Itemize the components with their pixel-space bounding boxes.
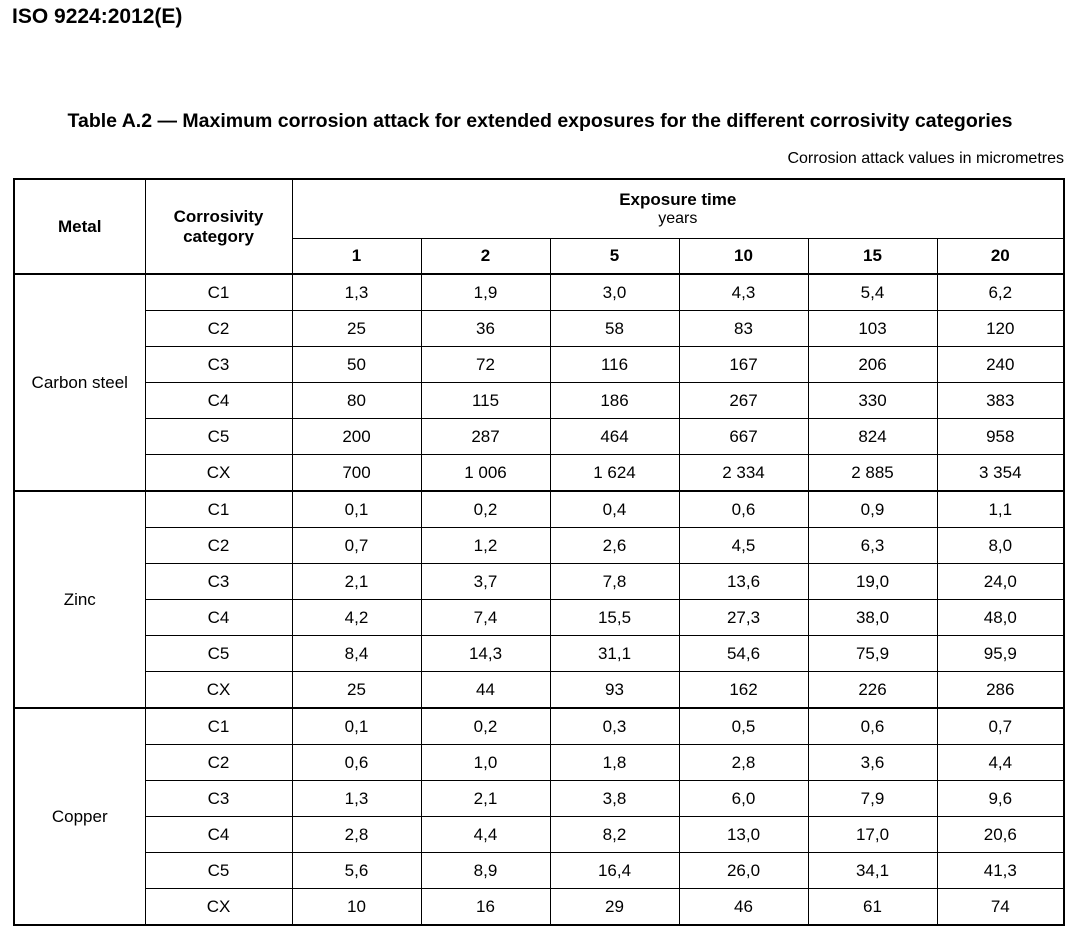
value-cell: 383 xyxy=(937,383,1064,419)
value-cell: 0,3 xyxy=(550,708,679,745)
value-cell: 0,6 xyxy=(808,708,937,745)
value-cell: 74 xyxy=(937,889,1064,926)
value-cell: 240 xyxy=(937,347,1064,383)
value-cell: 1,0 xyxy=(421,745,550,781)
header-year: 5 xyxy=(550,239,679,275)
value-cell: 1,2 xyxy=(421,528,550,564)
value-cell: 1 624 xyxy=(550,455,679,492)
value-cell: 50 xyxy=(292,347,421,383)
category-cell: C2 xyxy=(145,311,292,347)
value-cell: 120 xyxy=(937,311,1064,347)
value-cell: 3,0 xyxy=(550,274,679,311)
value-cell: 2 334 xyxy=(679,455,808,492)
category-cell: C5 xyxy=(145,853,292,889)
value-cell: 1,3 xyxy=(292,274,421,311)
table-row xyxy=(14,383,1064,419)
table-row xyxy=(14,528,1064,564)
value-cell: 464 xyxy=(550,419,679,455)
value-cell: 36 xyxy=(421,311,550,347)
value-cell: 7,9 xyxy=(808,781,937,817)
value-cell: 186 xyxy=(550,383,679,419)
category-cell: C3 xyxy=(145,564,292,600)
metal-cell: Copper xyxy=(14,708,145,925)
value-cell: 93 xyxy=(550,672,679,709)
value-cell: 58 xyxy=(550,311,679,347)
category-cell: C4 xyxy=(145,383,292,419)
value-cell: 19,0 xyxy=(808,564,937,600)
value-cell: 54,6 xyxy=(679,636,808,672)
value-cell: 10 xyxy=(292,889,421,926)
value-cell: 38,0 xyxy=(808,600,937,636)
value-cell: 286 xyxy=(937,672,1064,709)
value-cell: 3,6 xyxy=(808,745,937,781)
value-cell: 3,8 xyxy=(550,781,679,817)
value-cell: 15,5 xyxy=(550,600,679,636)
value-cell: 27,3 xyxy=(679,600,808,636)
value-cell: 7,4 xyxy=(421,600,550,636)
category-cell: C1 xyxy=(145,491,292,528)
category-cell: C5 xyxy=(145,419,292,455)
value-cell: 4,3 xyxy=(679,274,808,311)
value-cell: 206 xyxy=(808,347,937,383)
value-cell: 0,5 xyxy=(679,708,808,745)
value-cell: 13,6 xyxy=(679,564,808,600)
table-row xyxy=(14,672,1064,709)
header-year: 1 xyxy=(292,239,421,275)
value-cell: 2,6 xyxy=(550,528,679,564)
category-cell: CX xyxy=(145,455,292,492)
value-cell: 8,2 xyxy=(550,817,679,853)
header-metal: Metal xyxy=(14,179,145,274)
value-cell: 25 xyxy=(292,672,421,709)
table-row xyxy=(14,600,1064,636)
value-cell: 48,0 xyxy=(937,600,1064,636)
table-row xyxy=(14,455,1064,492)
table-caption: Table A.2 — Maximum corrosion attack for extended exposures for the different corrosivity categories xyxy=(67,110,1013,132)
value-cell: 0,7 xyxy=(937,708,1064,745)
value-cell: 83 xyxy=(679,311,808,347)
value-cell: 2 885 xyxy=(808,455,937,492)
category-cell: C3 xyxy=(145,347,292,383)
value-cell: 162 xyxy=(679,672,808,709)
units-note: Corrosion attack values in micrometres xyxy=(787,150,1064,167)
value-cell: 700 xyxy=(292,455,421,492)
value-cell: 958 xyxy=(937,419,1064,455)
metal-cell: Carbon steel xyxy=(14,274,145,491)
value-cell: 4,4 xyxy=(421,817,550,853)
header-year: 20 xyxy=(937,239,1064,275)
header-exposure-unit: years xyxy=(658,210,698,227)
table-row xyxy=(14,636,1064,672)
table-row xyxy=(14,817,1064,853)
value-cell: 6,3 xyxy=(808,528,937,564)
value-cell: 116 xyxy=(550,347,679,383)
corrosion-table xyxy=(13,178,1065,926)
header-category: Corrosivity category xyxy=(145,179,292,274)
value-cell: 24,0 xyxy=(937,564,1064,600)
table-row xyxy=(14,274,1064,311)
value-cell: 1,8 xyxy=(550,745,679,781)
value-cell: 0,1 xyxy=(292,491,421,528)
value-cell: 6,2 xyxy=(937,274,1064,311)
category-cell: CX xyxy=(145,672,292,709)
value-cell: 8,0 xyxy=(937,528,1064,564)
category-cell: C4 xyxy=(145,600,292,636)
value-cell: 667 xyxy=(679,419,808,455)
value-cell: 4,2 xyxy=(292,600,421,636)
metal-cell: Zinc xyxy=(14,491,145,708)
category-cell: C1 xyxy=(145,708,292,745)
value-cell: 1,3 xyxy=(292,781,421,817)
value-cell: 4,5 xyxy=(679,528,808,564)
category-cell: C3 xyxy=(145,781,292,817)
value-cell: 26,0 xyxy=(679,853,808,889)
header-year: 15 xyxy=(808,239,937,275)
table-row xyxy=(14,491,1064,528)
document-id: ISO 9224:2012(E) xyxy=(12,5,183,28)
value-cell: 75,9 xyxy=(808,636,937,672)
value-cell: 6,0 xyxy=(679,781,808,817)
value-cell: 41,3 xyxy=(937,853,1064,889)
category-cell: C2 xyxy=(145,528,292,564)
category-cell: CX xyxy=(145,889,292,926)
value-cell: 5,4 xyxy=(808,274,937,311)
header-exposure-label: Exposure time xyxy=(619,190,737,209)
value-cell: 3 354 xyxy=(937,455,1064,492)
header-exposure xyxy=(292,179,1064,239)
value-cell: 34,1 xyxy=(808,853,937,889)
value-cell: 4,4 xyxy=(937,745,1064,781)
value-cell: 115 xyxy=(421,383,550,419)
category-cell: C2 xyxy=(145,745,292,781)
value-cell: 103 xyxy=(808,311,937,347)
table-row xyxy=(14,347,1064,383)
category-cell: C1 xyxy=(145,274,292,311)
value-cell: 2,1 xyxy=(292,564,421,600)
value-cell: 200 xyxy=(292,419,421,455)
value-cell: 5,6 xyxy=(292,853,421,889)
table-row xyxy=(14,781,1064,817)
table-row xyxy=(14,889,1064,926)
table-row xyxy=(14,311,1064,347)
value-cell: 0,9 xyxy=(808,491,937,528)
value-cell: 0,2 xyxy=(421,491,550,528)
value-cell: 95,9 xyxy=(937,636,1064,672)
value-cell: 1,1 xyxy=(937,491,1064,528)
value-cell: 17,0 xyxy=(808,817,937,853)
value-cell: 0,4 xyxy=(550,491,679,528)
value-cell: 0,7 xyxy=(292,528,421,564)
value-cell: 29 xyxy=(550,889,679,926)
value-cell: 7,8 xyxy=(550,564,679,600)
value-cell: 25 xyxy=(292,311,421,347)
table-row xyxy=(14,419,1064,455)
value-cell: 2,1 xyxy=(421,781,550,817)
value-cell: 267 xyxy=(679,383,808,419)
value-cell: 31,1 xyxy=(550,636,679,672)
value-cell: 61 xyxy=(808,889,937,926)
value-cell: 2,8 xyxy=(292,817,421,853)
table-row xyxy=(14,564,1064,600)
value-cell: 1,9 xyxy=(421,274,550,311)
value-cell: 0,1 xyxy=(292,708,421,745)
value-cell: 9,6 xyxy=(937,781,1064,817)
value-cell: 0,6 xyxy=(292,745,421,781)
header-year: 2 xyxy=(421,239,550,275)
value-cell: 2,8 xyxy=(679,745,808,781)
value-cell: 44 xyxy=(421,672,550,709)
value-cell: 16 xyxy=(421,889,550,926)
value-cell: 1 006 xyxy=(421,455,550,492)
table-row xyxy=(14,745,1064,781)
table-body xyxy=(14,274,1064,925)
value-cell: 46 xyxy=(679,889,808,926)
value-cell: 20,6 xyxy=(937,817,1064,853)
header-year: 10 xyxy=(679,239,808,275)
value-cell: 8,9 xyxy=(421,853,550,889)
value-cell: 8,4 xyxy=(292,636,421,672)
value-cell: 287 xyxy=(421,419,550,455)
table-row xyxy=(14,708,1064,745)
value-cell: 824 xyxy=(808,419,937,455)
value-cell: 16,4 xyxy=(550,853,679,889)
value-cell: 72 xyxy=(421,347,550,383)
category-cell: C4 xyxy=(145,817,292,853)
value-cell: 0,2 xyxy=(421,708,550,745)
category-cell: C5 xyxy=(145,636,292,672)
value-cell: 167 xyxy=(679,347,808,383)
value-cell: 14,3 xyxy=(421,636,550,672)
table-row xyxy=(14,853,1064,889)
value-cell: 0,6 xyxy=(679,491,808,528)
value-cell: 226 xyxy=(808,672,937,709)
value-cell: 3,7 xyxy=(421,564,550,600)
value-cell: 13,0 xyxy=(679,817,808,853)
value-cell: 80 xyxy=(292,383,421,419)
value-cell: 330 xyxy=(808,383,937,419)
